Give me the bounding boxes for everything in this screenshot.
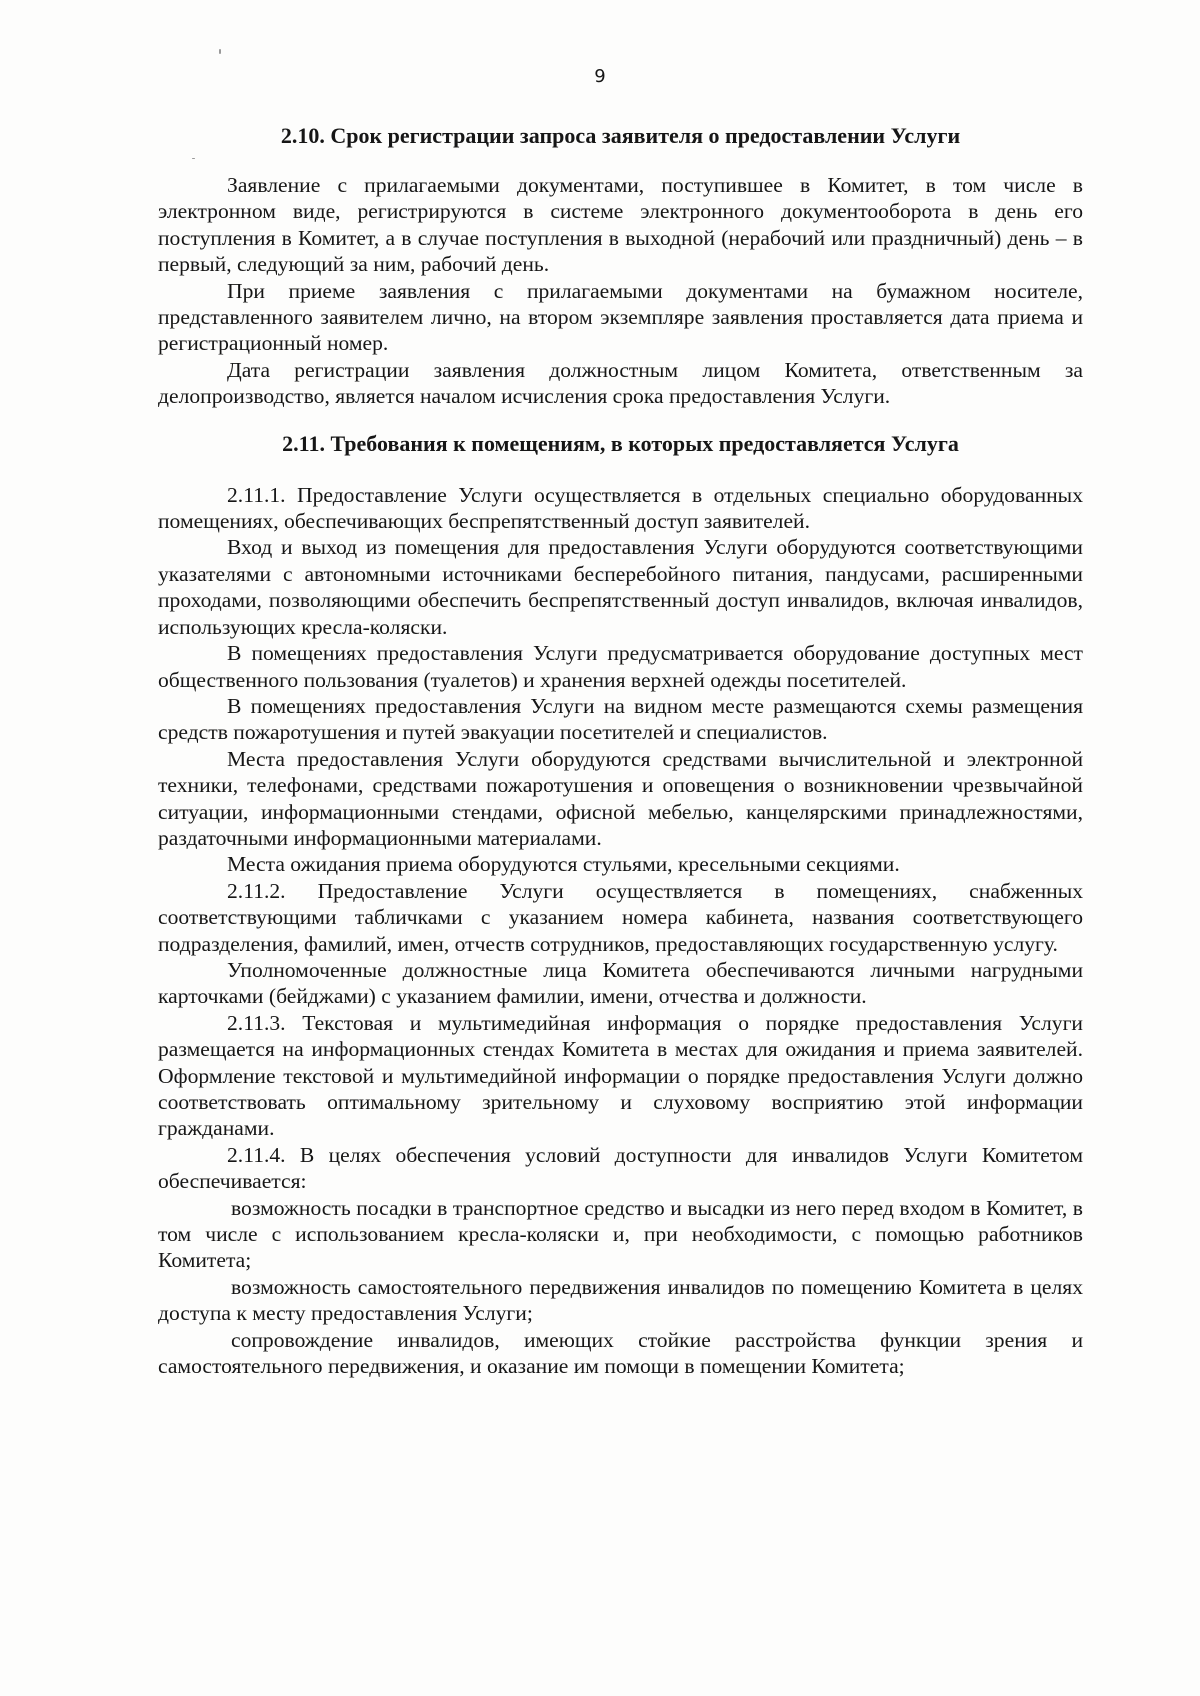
- list-item: возможность самостоятельного передвижения инвалидов по помещению Комитета в целях доступа к месту предоставления Услуги;: [158, 1274, 1083, 1326]
- paragraph: 2.11.1. Предоставление Услуги осуществляется в отдельных специально оборудованных помещениях, обеспечивающих беспрепятственный доступ заявителей.: [158, 482, 1083, 534]
- paragraph: 2.11.2. Предоставление Услуги осуществляется в помещениях, снабженных соответствующими табличками с указанием номера кабинета, названия соответствующего подразделения, фамилий, имен, отчеств сотрудников, предоставляющих государственную услугу.: [158, 878, 1083, 956]
- paragraph: Уполномоченные должностные лица Комитета обеспечиваются личными нагрудными карточками (бейджами) с указанием фамилии, имени, отчества и должности.: [158, 957, 1083, 1009]
- page-number: 9: [594, 66, 606, 87]
- paragraph: Места предоставления Услуги оборудуются средствами вычислительной и электронной техники, телефонами, средствами пожаротушения и оповещения о возникновении чрезвычайной ситуации, информационными стендами, офисной мебелью, канцелярскими принадлежностями, раздаточными информационными материалами.: [158, 746, 1083, 850]
- paragraph: В помещениях предоставления Услуги на видном месте размещаются схемы размещения средств пожаротушения и путей эвакуации посетителей и специалистов.: [158, 693, 1083, 745]
- paragraph: При приеме заявления с прилагаемыми документами на бумажном носителе, представленного заявителем лично, на втором экземпляре заявления проставляется дата приема и регистрационный номер.: [158, 278, 1083, 356]
- paragraph: Места ожидания приема оборудуются стульями, кресельными секциями.: [227, 852, 900, 877]
- scan-speck: [219, 49, 221, 54]
- list-item: сопровождение инвалидов, имеющих стойкие расстройства функции зрения и самостоятельного передвижения, и оказание им помощи в помещении Комитета;: [158, 1327, 1083, 1379]
- paragraph: Вход и выход из помещения для предоставления Услуги оборудуются соответствующими указателями с автономными источниками бесперебойного питания, пандусами, расширенными проходами, позволяющими обеспечить беспрепятственный доступ инвалидов, включая инвалидов, использующих кресла-коляски.: [158, 535, 1083, 639]
- document-body: [158, 122, 1083, 1379]
- list-item: возможность посадки в транспортное средство и высадки из него перед входом в Комитет, в том числе с использованием кресла-коляски и, при необходимости, с помощью работников Комитета;: [158, 1195, 1083, 1273]
- paragraph: 2.11.4. В целях обеспечения условий доступности для инвалидов Услуги Комитетом обеспечивается:: [158, 1142, 1083, 1194]
- paragraph: Заявление с прилагаемыми документами, поступившее в Комитет, в том числе в электронном виде, регистрируются в системе электронного документооборота в день его поступления в Комитет, а в случае поступления в выходной (нерабочий или праздничный) день – в первый, следующий за ним, рабочий день.: [158, 173, 1083, 277]
- paragraph: Дата регистрации заявления должностным лицом Комитета, ответственным за делопроизводство, является началом исчисления срока предоставления Услуги.: [158, 357, 1083, 409]
- paragraph: В помещениях предоставления Услуги предусматривается оборудование доступных мест общественного пользования (туалетов) и хранения верхней одежды посетителей.: [158, 641, 1083, 692]
- section-heading-2-10: 2.10. Срок регистрации запроса заявителя о предоставлении Услуги: [280, 123, 961, 148]
- paragraph: 2.11.3. Текстовая и мультимедийная информация о порядке предоставления Услуги размещается на информационных стендах Комитета в местах для ожидания и приема заявителей. Оформление текстовой и мультимедийной информации о порядке предоставления Услуги должно соответствовать оптимальному зрительному и слуховому восприятию этой информации гражданами.: [158, 1010, 1083, 1141]
- section-heading-2-11: 2.11. Требования к помещениям, в которых предоставляется Услуга: [282, 430, 959, 456]
